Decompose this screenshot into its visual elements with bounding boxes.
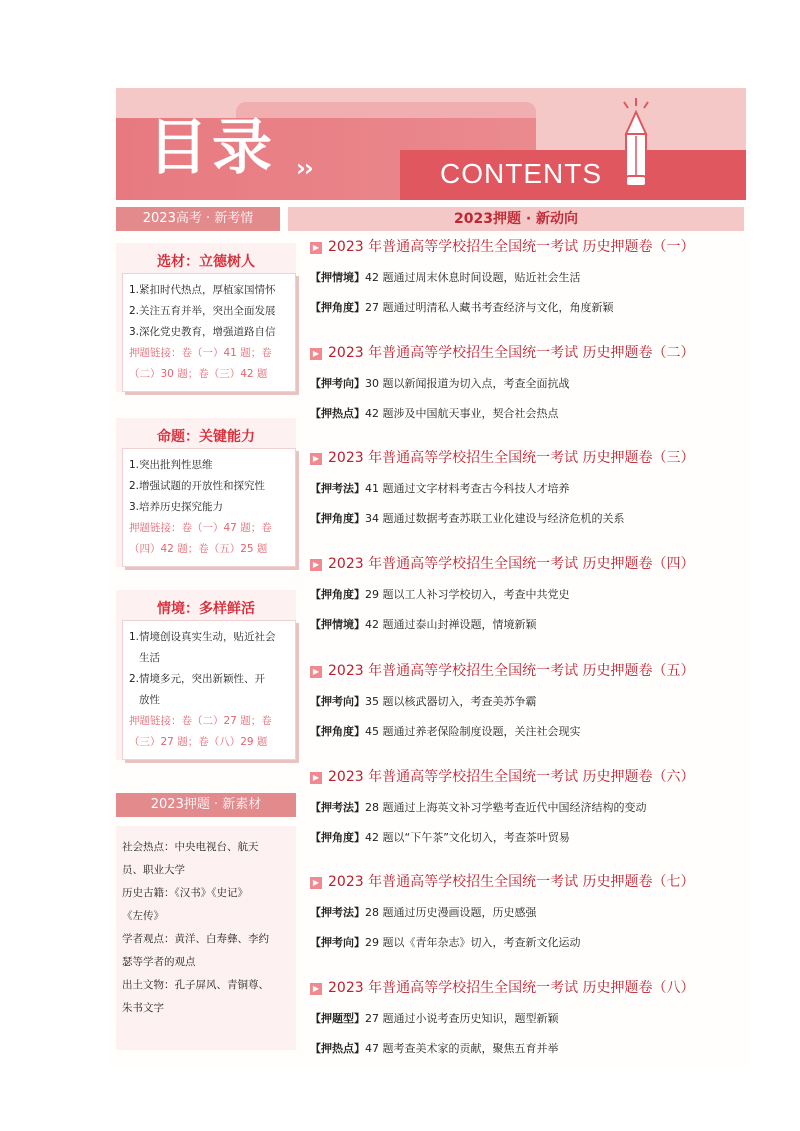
- pencil-icon: [614, 96, 658, 192]
- play-triangle-icon: ▶: [310, 772, 322, 784]
- page-title: 目录: [148, 113, 276, 183]
- exam-title[interactable]: [310, 979, 750, 997]
- item-text: 42 题通过周末休息时间设题，贴近社会生活: [365, 271, 581, 284]
- exam-item: [310, 1011, 750, 1027]
- card-title: 命题：关键能力: [157, 429, 255, 445]
- item-text: 47 题考查美术家的贡献，聚焦五育并举: [365, 1042, 559, 1055]
- exam-item: [310, 830, 750, 846]
- item-text: 42 题通过泰山封禅设题，情境新颖: [365, 618, 537, 631]
- item-text: 27 题通过明清私人藏书考查经济与文化，角度新颖: [365, 301, 614, 314]
- exam-item: [310, 481, 750, 497]
- card-line: 生活: [139, 652, 160, 664]
- card-proposition: [116, 418, 296, 567]
- exam-title[interactable]: [310, 449, 750, 467]
- exam-title[interactable]: [310, 662, 750, 680]
- card-link: 押题链接：卷（二）27 题；卷: [129, 715, 272, 727]
- material-line: 朱书文字: [122, 1002, 164, 1014]
- exam-item: [310, 270, 750, 286]
- item-tag: 【押考法】: [310, 906, 365, 919]
- item-text: 42 题涉及中国航天事业，契合社会热点: [365, 407, 559, 420]
- card-line: 放性: [139, 694, 160, 706]
- exam-item: [310, 724, 750, 740]
- item-tag: 【押角度】: [310, 512, 365, 525]
- left-section-heading: 2023高考 · 新考情: [116, 207, 280, 231]
- exam-entry: [310, 662, 750, 740]
- exam-item: [310, 406, 750, 422]
- card-link: （三）27 题；卷（八）29 题: [129, 736, 268, 748]
- exam-title-text: 2023 年普通高等学校招生全国统一考试 历史押题卷（四）: [328, 556, 695, 572]
- item-text: 45 题通过养老保险制度设题，关注社会现实: [365, 725, 581, 738]
- item-text: 28 题通过上海英文补习学塾考查近代中国经济结构的变动: [365, 801, 647, 814]
- exam-item: [310, 587, 750, 603]
- material-line: 出土文物：孔子屏风、青铜尊、: [122, 979, 269, 991]
- item-text: 28 题通过历史漫画设题，历史感强: [365, 906, 537, 919]
- right-section-heading: 2023押题 · 新动向: [288, 207, 744, 231]
- card-selection: [116, 243, 296, 392]
- card-link: （二）30 题；卷（三）42 题: [129, 368, 268, 380]
- exam-title-text: 2023 年普通高等学校招生全国统一考试 历史押题卷（五）: [328, 663, 695, 679]
- card-line: 3.培养历史探究能力: [129, 501, 224, 513]
- exam-entry: [310, 873, 750, 951]
- item-text: 30 题以新闻报道为切入点，考查全面抗战: [365, 377, 570, 390]
- card-link: 押题链接：卷（一）47 题；卷: [129, 522, 272, 534]
- exam-item: [310, 694, 750, 710]
- card-line: 1.情境创设真实生动，贴近社会: [129, 631, 276, 643]
- item-text: 34 题通过数据考查苏联工业化建设与经济危机的关系: [365, 512, 625, 525]
- material-line: 学者观点：黄洋、白寿彝、李约: [122, 933, 269, 945]
- card-line: 3.深化党史教育，增强道路自信: [129, 326, 276, 338]
- exam-title[interactable]: [310, 555, 750, 573]
- play-triangle-icon: ▶: [310, 453, 322, 465]
- item-tag: 【押角度】: [310, 588, 365, 601]
- exam-title-text: 2023 年普通高等学校招生全国统一考试 历史押题卷（三）: [328, 450, 695, 466]
- card-link: （四）42 题；卷（五）25 题: [129, 543, 268, 555]
- exam-title[interactable]: [310, 873, 750, 891]
- play-triangle-icon: ▶: [310, 242, 322, 254]
- play-triangle-icon: ▶: [310, 877, 322, 889]
- play-triangle-icon: ▶: [310, 348, 322, 360]
- contents-label: CONTENTS: [440, 158, 602, 189]
- item-text: 41 题通过文字材料考查古今科技人才培养: [365, 482, 570, 495]
- item-tag: 【押考法】: [310, 482, 365, 495]
- card-line: 1.紧扣时代热点，厚植家国情怀: [129, 284, 276, 296]
- material-line: 历史古籍：《汉书》《史记》: [122, 887, 248, 899]
- item-tag: 【押考向】: [310, 377, 365, 390]
- exam-item: [310, 800, 750, 816]
- material-line: 社会热点：中央电视台、航天: [122, 841, 259, 853]
- play-triangle-icon: ▶: [310, 666, 322, 678]
- exam-entry: [310, 449, 750, 527]
- card-title: 选材：立德树人: [157, 254, 255, 270]
- item-tag: 【押角度】: [310, 301, 365, 314]
- exam-item: [310, 376, 750, 392]
- exam-entry: [310, 555, 750, 633]
- exam-entry: [310, 238, 750, 316]
- item-text: 27 题通过小说考查历史知识，题型新颖: [365, 1012, 559, 1025]
- chevron-right-icon: ››: [296, 154, 312, 182]
- card-title: 情境：多样鲜活: [157, 601, 255, 617]
- item-text: 42 题以“下午茶”文化切入，考查茶叶贸易: [365, 831, 570, 844]
- item-text: 29 题以《青年杂志》切入，考查新文化运动: [365, 936, 581, 949]
- card-body: [122, 620, 296, 760]
- exam-title[interactable]: [310, 238, 750, 256]
- exam-entry: [310, 768, 750, 846]
- exam-item: [310, 935, 750, 951]
- item-text: 35 题以核武器切入，考查美苏争霸: [365, 695, 537, 708]
- material-line: 《左传》: [122, 910, 164, 922]
- exam-title-text: 2023 年普通高等学校招生全国统一考试 历史押题卷（二）: [328, 345, 695, 361]
- exam-title-text: 2023 年普通高等学校招生全国统一考试 历史押题卷（一）: [328, 239, 695, 255]
- item-tag: 【押热点】: [310, 1042, 365, 1055]
- card-body: [122, 273, 296, 392]
- card-context: [116, 590, 296, 760]
- item-tag: 【押角度】: [310, 725, 365, 738]
- exam-title[interactable]: [310, 344, 750, 362]
- exam-title-text: 2023 年普通高等学校招生全国统一考试 历史押题卷（八）: [328, 980, 695, 996]
- exam-entry: [310, 979, 750, 1057]
- card-line: 2.增强试题的开放性和探究性: [129, 480, 266, 492]
- exam-title-text: 2023 年普通高等学校招生全国统一考试 历史押题卷（六）: [328, 769, 695, 785]
- item-text: 29 题以工人补习学校切入，考查中共党史: [365, 588, 570, 601]
- card-link: 押题链接：卷（一）41 题；卷: [129, 347, 272, 359]
- item-tag: 【押题型】: [310, 1012, 365, 1025]
- item-tag: 【押情境】: [310, 618, 365, 631]
- item-tag: 【押热点】: [310, 407, 365, 420]
- card-body: [122, 448, 296, 567]
- left-section-heading: 2023押题 · 新素材: [116, 793, 296, 817]
- exam-item: [310, 1041, 750, 1057]
- play-triangle-icon: ▶: [310, 983, 322, 995]
- material-line: 瑟等学者的观点: [122, 956, 196, 968]
- card-line: 2.关注五育并举，突出全面发展: [129, 305, 276, 317]
- card-line: 2.情境多元，突出新颖性、开: [129, 673, 266, 685]
- item-tag: 【押情境】: [310, 271, 365, 284]
- item-tag: 【押角度】: [310, 831, 365, 844]
- material-line: 员、职业大学: [122, 864, 185, 876]
- item-tag: 【押考向】: [310, 695, 365, 708]
- exam-item: [310, 511, 750, 527]
- exam-item: [310, 617, 750, 633]
- exam-title[interactable]: [310, 768, 750, 786]
- exam-entry: [310, 344, 750, 422]
- materials-box: [116, 826, 296, 1050]
- exam-title-text: 2023 年普通高等学校招生全国统一考试 历史押题卷（七）: [328, 874, 695, 890]
- item-tag: 【押考法】: [310, 801, 365, 814]
- card-line: 1.突出批判性思维: [129, 459, 213, 471]
- play-triangle-icon: ▶: [310, 559, 322, 571]
- item-tag: 【押考向】: [310, 936, 365, 949]
- exam-item: [310, 300, 750, 316]
- exam-item: [310, 905, 750, 921]
